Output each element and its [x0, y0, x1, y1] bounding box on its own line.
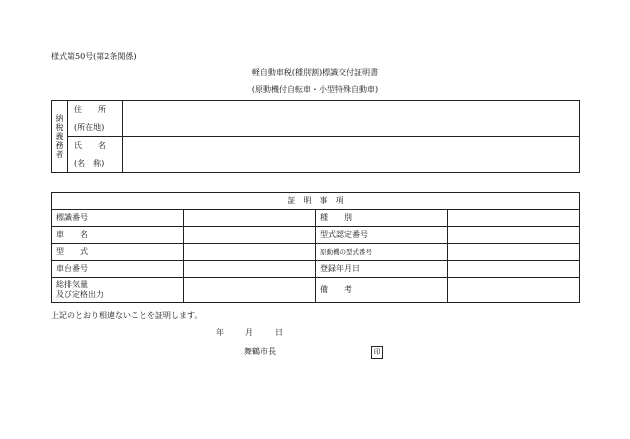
plate-number-label: 標識番号: [56, 213, 88, 222]
category-value[interactable]: [448, 210, 580, 227]
certification-table: [51, 192, 580, 303]
name-label-cell: [68, 137, 123, 173]
taxpayer-table: [51, 100, 580, 173]
engine-model-number-label: 原動機の型式番号: [316, 244, 448, 261]
category-label: 種 別: [316, 210, 448, 227]
date-day: 日: [275, 328, 283, 337]
chassis-number-value[interactable]: [184, 261, 316, 278]
issuer-name: 舞鶴市長: [244, 347, 276, 356]
type-approval-number-value[interactable]: [448, 227, 580, 244]
type-approval-number-label: 型式認定番号: [316, 227, 448, 244]
vehicle-name-label: 車 名: [52, 227, 184, 244]
address-label-cell: [68, 101, 123, 137]
address-sub-label: (所在地): [74, 122, 105, 132]
model-label: 型 式: [52, 244, 184, 261]
chassis-number-label: 車台番号: [52, 261, 184, 278]
name-label: 氏 名: [74, 140, 106, 150]
date-year: 年: [216, 328, 224, 337]
seal-stamp: 印: [371, 346, 383, 359]
document-subtitle: (原動機付自転車・小型特殊自動車): [251, 85, 379, 94]
form-number: 様式第50号(第2条関係): [51, 52, 137, 61]
cert-row-left-label: [52, 210, 184, 227]
engine-model-number-value[interactable]: [448, 244, 580, 261]
displacement-output-label: 総排気量 及び定格出力: [52, 278, 184, 303]
registration-date-value[interactable]: [448, 261, 580, 278]
registration-date-label: 登録年月日: [316, 261, 448, 278]
name-value[interactable]: [123, 137, 580, 173]
certification-statement: 上記のとおり相違ないことを証明します。: [51, 311, 203, 320]
remarks-value[interactable]: [448, 278, 580, 303]
name-sub-label: (名 称): [74, 158, 105, 168]
certification-header: 証 明 事 項: [52, 193, 580, 210]
displacement-output-value[interactable]: [184, 278, 316, 303]
model-value[interactable]: [184, 244, 316, 261]
vehicle-name-value[interactable]: [184, 227, 316, 244]
document-title: 軽自動車税(種別割)標識交付証明書: [251, 68, 379, 77]
taxpayer-side-label-text: 納税義務者: [55, 113, 64, 159]
address-label: 住 所: [74, 104, 106, 114]
address-value[interactable]: [123, 101, 580, 137]
plate-number-value[interactable]: [184, 210, 316, 227]
date-month: 月: [245, 328, 253, 337]
taxpayer-side-label: [52, 101, 68, 173]
remarks-label: 備 考: [316, 278, 448, 303]
